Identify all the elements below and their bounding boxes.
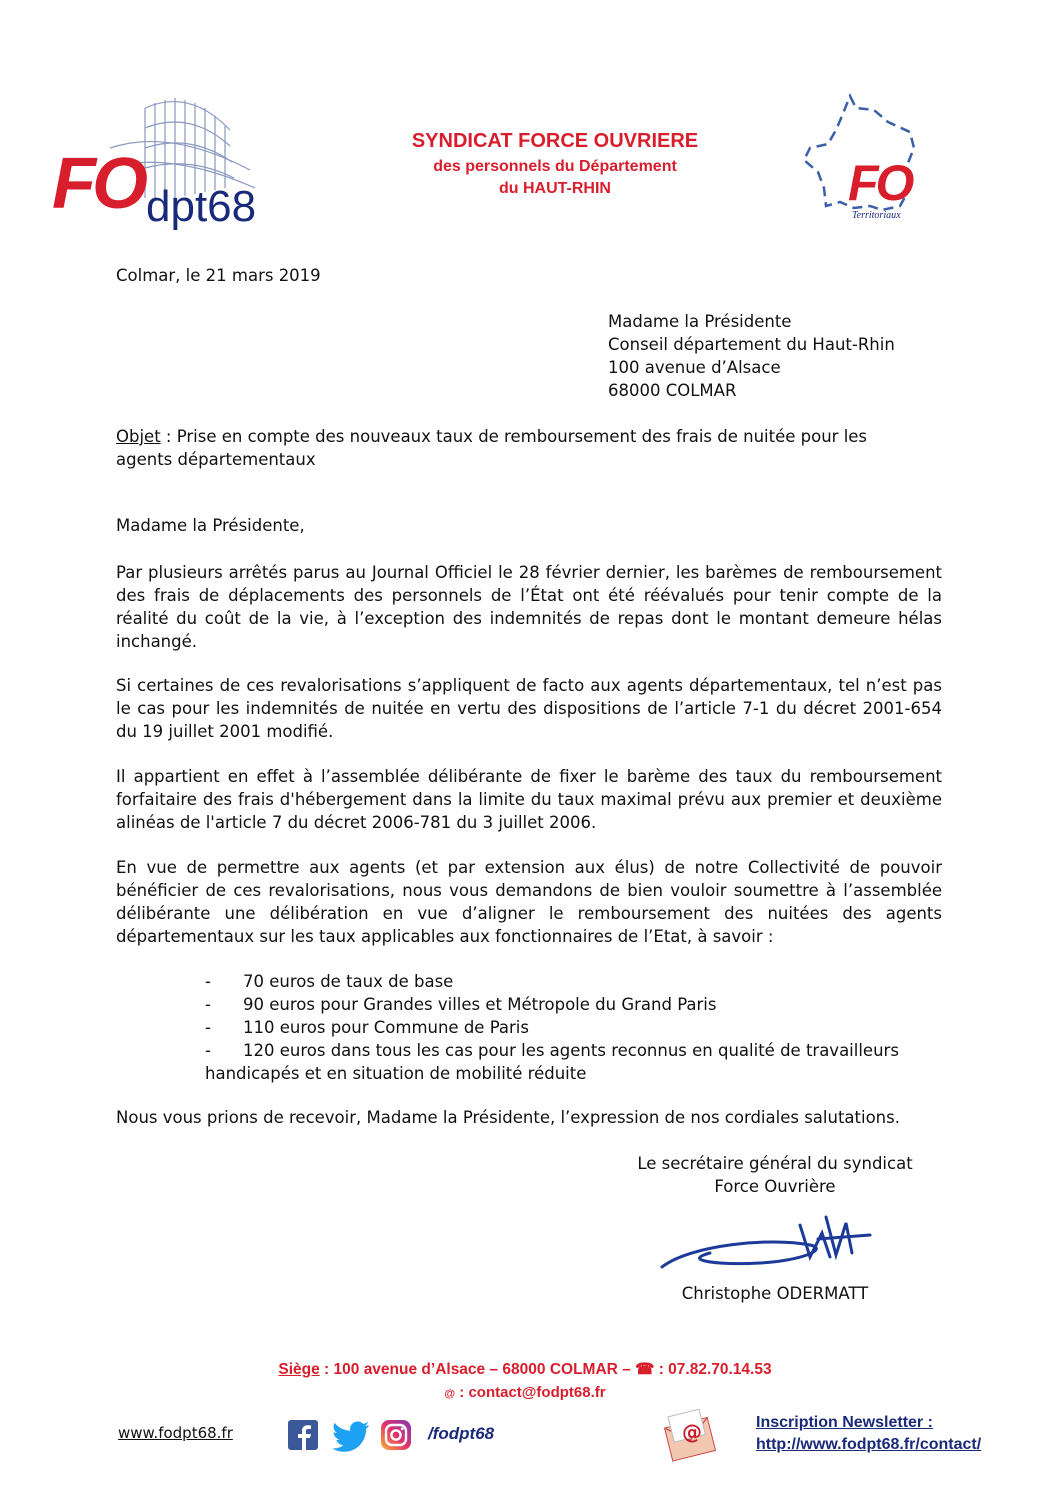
fo-territoriaux-logo <box>790 88 940 238</box>
logo-dpt68-text: dpt68 <box>146 182 257 231</box>
newsletter-link[interactable]: http://www.fodpt68.fr/contact/ <box>756 1436 982 1453</box>
paragraph: Par plusieurs arrêtés parus au Journal Officiel le 28 février dernier, les barèmes de remboursement des frais de déplacements des personnels de l’État ont été réévalués pour tenir compte de la réalité du coût de la vie, à l’exception des indemnités de repas dont le montant demeure hélas inchangé. <box>116 563 942 651</box>
instagram-icon[interactable] <box>381 1420 411 1450</box>
siege-label: Siège <box>278 1361 320 1378</box>
fo-dpt68-logo <box>50 88 280 238</box>
twitter-icon[interactable] <box>333 1420 371 1452</box>
newsletter-label: Inscription Newsletter : <box>756 1414 933 1431</box>
place-date: Colmar, le 21 mars 2019 <box>116 266 321 285</box>
object-label: Objet <box>116 427 161 446</box>
recipient-line: 68000 COLMAR <box>608 381 737 400</box>
list-item-continuation: handicapés et en situation de mobilité réduite <box>205 1064 587 1083</box>
paragraph: Il appartient en effet à l’assemblée délibérante de fixer le barème des taux du remboursement forfaitaire des frais d'hébergement dans la limite du taux maximal prévu aux premier et deuxième alinéas de l'article 7 du décret 2006-781 du 3 juillet 2006. <box>116 767 942 832</box>
list-item: - 110 euros pour Commune de Paris <box>205 1018 529 1037</box>
union-title: SYNDICAT FORCE OUVRIERE <box>411 130 699 152</box>
signer-role-line-2: Force Ouvrière <box>714 1177 836 1196</box>
fo-territoriaux-text: FO <box>848 155 912 211</box>
footer-email <box>180 1384 870 1401</box>
recipient-block <box>608 310 895 402</box>
union-subtitle-2: du HAUT-RHIN <box>499 180 611 197</box>
email-text[interactable]: : contact@fodpt68.fr <box>455 1384 606 1401</box>
letter-object <box>116 425 916 471</box>
paragraph: En vue de permettre aux agents (et par extension aux élus) de notre Collectivité de pouvoir bénéficier de ces revalorisations, nous vous demandons de bien vouloir soumettre à l’assemblée délibérante une délibération en vue d’aligner le remboursement des nuitées des agents départementaux sur les taux applicables aux fonctionnaires de l’Etat, à savoir : <box>116 858 942 946</box>
paragraph: Si certaines de ces revalorisations s’appliquent de facto aux agents départementaux, tel n’est pas le cas pour les indemnités de nuitée en vertu des dispositions de l’article 7-1 du décret 2001-654 du 19 juillet 2001 modifié. <box>116 676 942 741</box>
object-text: : Prise en compte des nouveaux taux de remboursement des frais de nuitée pour les agents départementaux <box>116 427 868 469</box>
list-item: - 90 euros pour Grandes villes et Métropole du Grand Paris <box>205 995 717 1014</box>
rates-list <box>205 970 945 1085</box>
handwritten-signature <box>650 1205 900 1285</box>
recipient-line: Madame la Présidente <box>608 312 792 331</box>
signer-role-line-1: Le secrétaire général du syndicat <box>637 1154 913 1173</box>
email-icon: @ <box>444 1388 456 1400</box>
signer-name: Christophe ODERMATT <box>681 1284 869 1303</box>
siege-text: : 100 avenue d’Alsace – 68000 COLMAR – <box>319 1361 636 1378</box>
facebook-icon[interactable] <box>288 1420 318 1450</box>
signer-role <box>600 1152 950 1198</box>
social-handle[interactable]: /fodpt68 <box>428 1424 495 1443</box>
salutation: Madame la Présidente, <box>116 516 305 535</box>
website-link[interactable]: www.fodpt68.fr <box>118 1424 233 1442</box>
list-item: - 70 euros de taux de base <box>205 972 454 991</box>
closing-formula: Nous vous prions de recevoir, Madame la Présidente, l’expression de nos cordiales salutations. <box>116 1108 900 1127</box>
envelope-at-symbol: @ <box>682 1420 702 1444</box>
recipient-line: 100 avenue d’Alsace <box>608 358 781 377</box>
footer-address <box>180 1360 870 1379</box>
union-subtitle-1: des personnels du Département <box>433 158 677 175</box>
logo-fo-text: FO <box>52 144 144 224</box>
phone-text: : 07.82.70.14.53 <box>654 1361 772 1378</box>
email-envelope-icon <box>662 1408 720 1470</box>
recipient-line: Conseil département du Haut-Rhin <box>608 335 895 354</box>
territoriaux-label: Territoriaux <box>852 210 901 221</box>
list-item: - 120 euros dans tous les cas pour les agents reconnus en qualité de travailleurs <box>205 1041 899 1060</box>
phone-icon: ☎ <box>635 1361 655 1378</box>
